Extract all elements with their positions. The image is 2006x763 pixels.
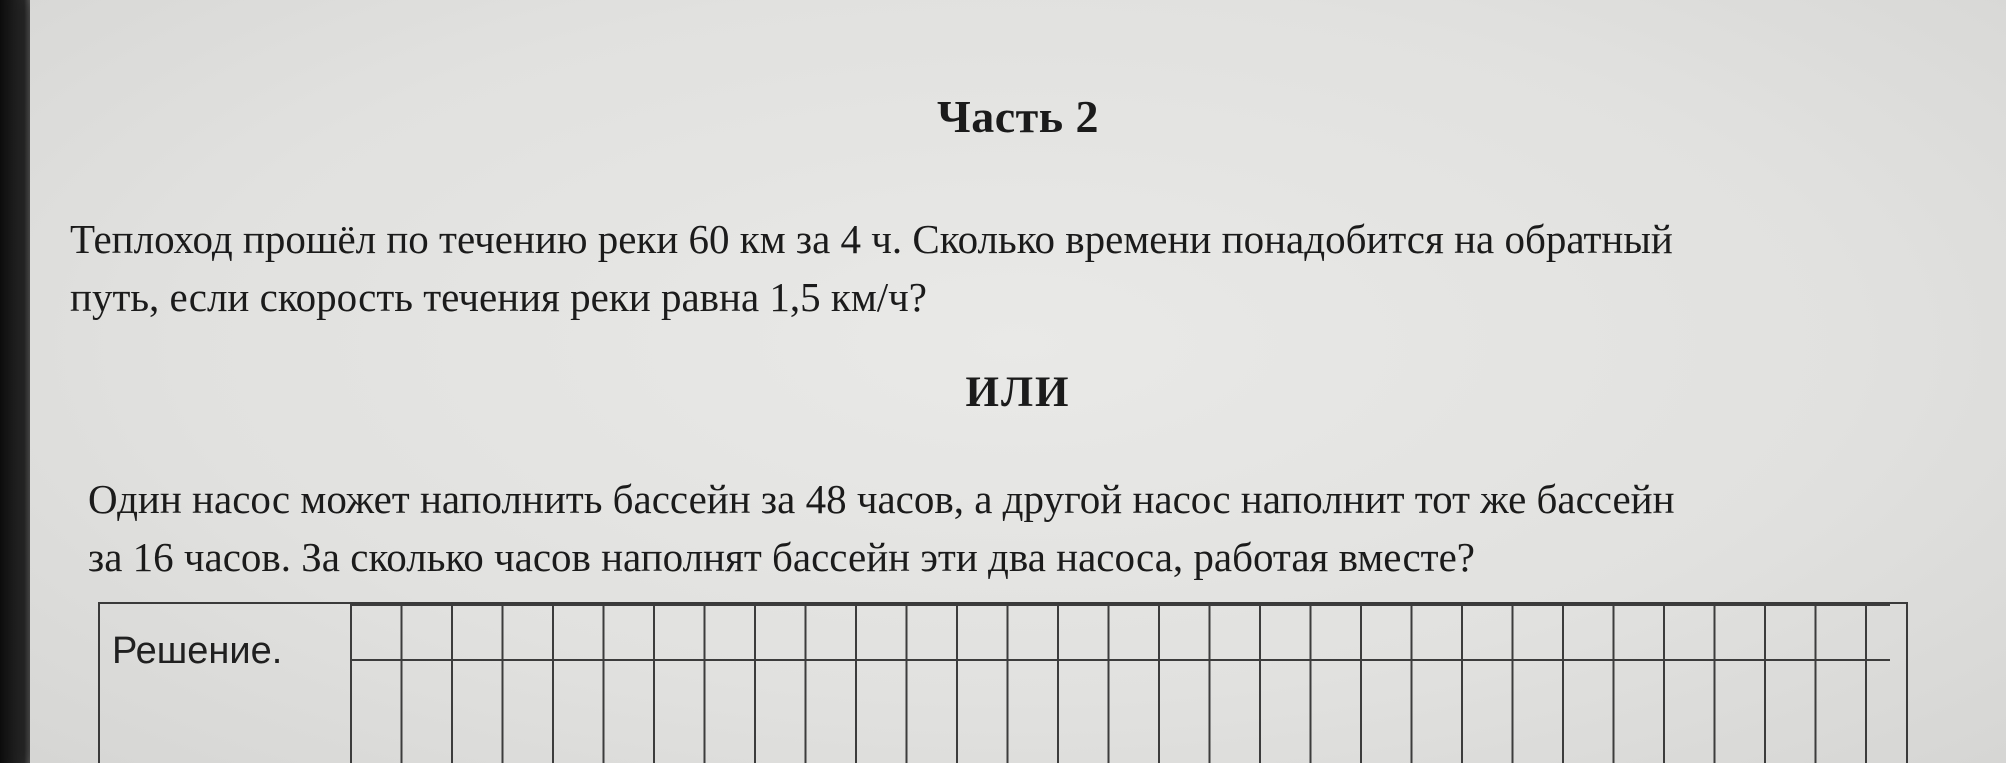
- solution-label: Решение.: [112, 630, 283, 672]
- answer-grid[interactable]: [350, 604, 1890, 763]
- section-title: Часть 2: [936, 91, 1100, 142]
- task-1-line-2: путь, если скорость течения реки равна 1,5 км/ч?: [70, 274, 927, 320]
- exam-sheet: [30, 0, 2006, 763]
- task-1-line-1: Теплоход прошёл по течению реки 60 км за 4 ч. Сколько времени понадобится на обратный: [70, 216, 1673, 262]
- task-2-text: [88, 470, 1675, 586]
- or-separator: ИЛИ: [965, 369, 1071, 416]
- task-2-line-1: Один насос может наполнить бассейн за 48 часов, а другой насос наполнит тот же бассейн: [88, 476, 1675, 522]
- task-1-text: [70, 210, 1673, 326]
- task-2-line-2: за 16 часов. За сколько часов наполнят бассейн эти два насоса, работая вместе?: [88, 534, 1475, 580]
